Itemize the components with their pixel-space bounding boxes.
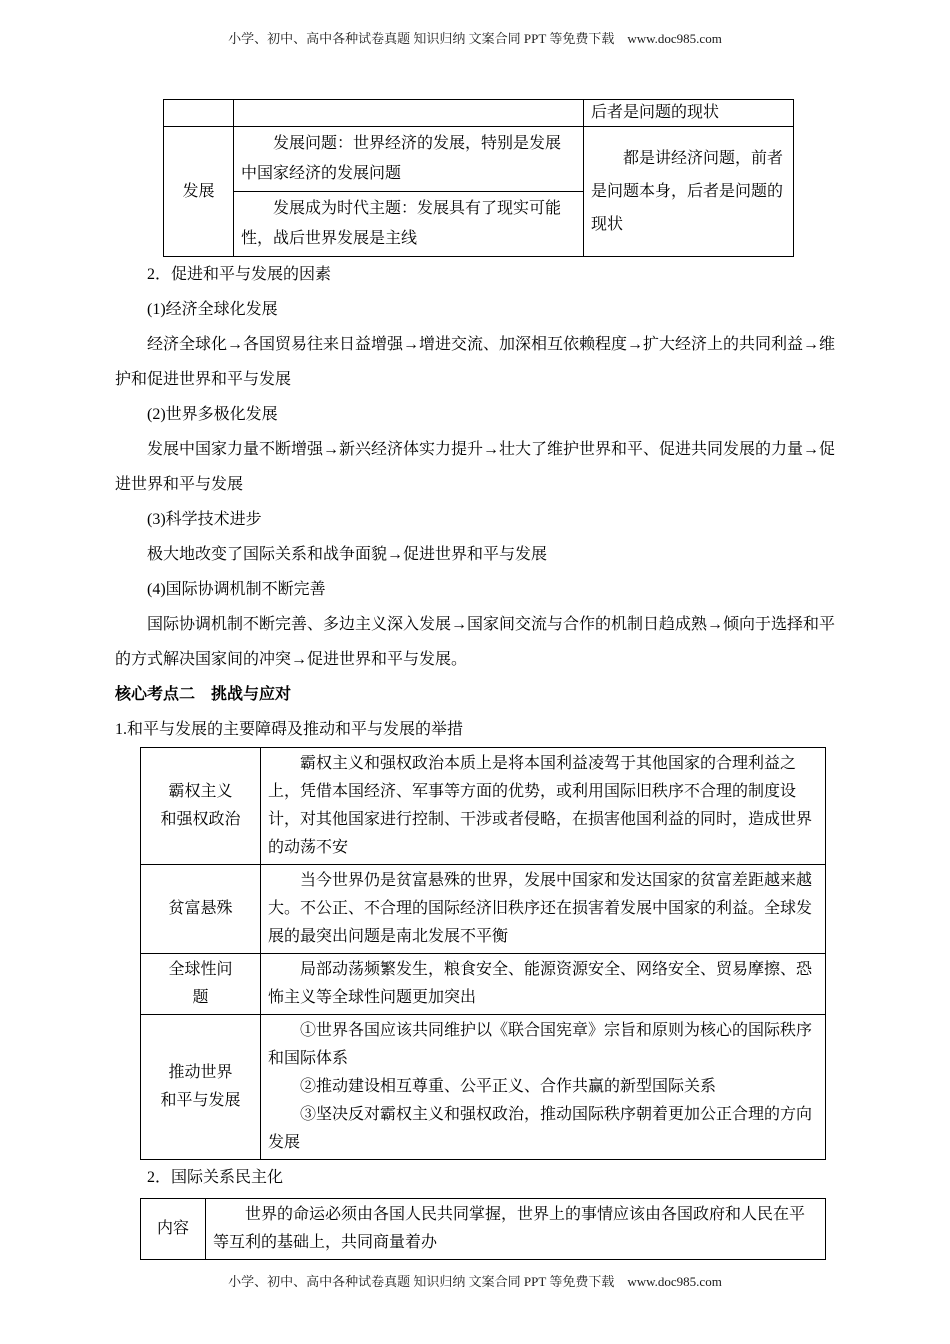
row-label-content: 内容 <box>141 1199 206 1260</box>
carryover-cell <box>584 100 794 127</box>
table-row-promote-peace <box>141 1015 826 1160</box>
development-theme-text: 发展成为时代主题：发展具有了现实可能性，战后世界发展是主线 <box>241 200 562 247</box>
factor-title-3: (3)科学技术进步 <box>147 511 262 528</box>
page-header: 小学、初中、高中各种试卷真题 知识归纳 文案合同 PPT 等免费下载 www.doc985.com <box>228 31 722 46</box>
row-content-promote-peace <box>261 1015 826 1160</box>
row-paragraph: 当今世界仍是贫富悬殊的世界，发展中国家和发达国家的贫富差距越来越大。不公正、不合理的国际经济旧秩序还在损害着发展中国家的利益。全球发展的最突出问题是南北发展不平衡 <box>268 872 813 945</box>
row-content-democracy <box>206 1199 826 1260</box>
challenges-table <box>140 747 826 1160</box>
row-label-hegemony <box>141 748 261 865</box>
core-point-two-heading: 核心考点二 挑战与应对 <box>115 686 292 703</box>
factor-title-2: (2)世界多极化发展 <box>147 406 278 423</box>
empty-cell <box>234 100 584 127</box>
factor-body-3: 极大地改变了国际关系和战争面貌→促进世界和平与发展 <box>147 546 548 563</box>
row-label-global-issues <box>141 954 261 1015</box>
table-row-wealth-gap <box>141 865 826 954</box>
row-label-line: 和强权政治 <box>160 811 241 828</box>
development-table <box>163 99 794 257</box>
democratization-table <box>140 1198 826 1260</box>
factor-title-4: (4)国际协调机制不断完善 <box>147 581 326 598</box>
factor-body-1: 经济全球化→各国贸易往来日益增强→增进交流、加深相互依赖程度→扩大经济上的共同利益→维护和促进世界和平与发展 <box>115 336 836 388</box>
row-paragraph: ③坚决反对霸权主义和强权政治，推动国际秩序朝着更加公正合理的方向发展 <box>268 1106 813 1151</box>
row-label-development: 发展 <box>164 127 234 257</box>
factor-body-2: 发展中国家力量不断增强→新兴经济体实力提升→壮大了维护世界和平、促进共同发展的力量→促进世界和平与发展 <box>115 441 836 493</box>
row-label-line: 全球性问 <box>168 961 233 978</box>
document-content <box>0 99 950 1260</box>
row-paragraph: 局部动荡频繁发生，粮食安全、能源资源安全、网络安全、贸易摩擦、恐怖主义等全球性问题更加突出 <box>268 961 813 1006</box>
row-paragraph: 霸权主义和强权政治本质上是将本国利益凌驾于其他国家的合理利益之上，凭借本国经济、军事等方面的优势，或利用国际旧秩序不合理的制度设计，对其他国家进行控制、干涉或者侵略，在损害他国利益的同时，造成世界的动荡不安 <box>268 755 813 856</box>
core-point-two-intro: 1.和平与发展的主要障碍及推动和平与发展的举措 <box>115 721 464 738</box>
carryover-text: 后者是问题的现状 <box>591 104 720 121</box>
row-content-hegemony <box>261 748 826 865</box>
table-row-development <box>164 127 794 192</box>
table-row-global-issues <box>141 954 826 1015</box>
row-label-line: 霸权主义 <box>168 783 233 800</box>
development-problem-cell <box>234 127 584 192</box>
comparison-note-cell <box>584 127 794 257</box>
row-label-line: 贫富悬殊 <box>168 900 233 917</box>
row-content-wealth-gap <box>261 865 826 954</box>
table-row-hegemony <box>141 748 826 865</box>
comparison-note-text: 都是讲经济问题，前者是问题本身，后者是问题的现状 <box>591 150 784 233</box>
row-label-line: 推动世界 <box>168 1064 233 1081</box>
table-row-content <box>141 1199 826 1260</box>
table-row-carryover <box>164 100 794 127</box>
factor-body-4: 国际协调机制不断完善、多边主义深入发展→国家间交流与合作的机制日趋成熟→倾向于选择和平的方式解决国家间的冲突→促进世界和平与发展。 <box>115 616 836 668</box>
factor-title-1: (1)经济全球化发展 <box>147 301 278 318</box>
development-problem-text: 发展问题：世界经济的发展，特别是发展中国家经济的发展问题 <box>241 135 562 182</box>
row-paragraph: 世界的命运必须由各国人民共同掌握，世界上的事情应该由各国政府和人民在平等互利的基础上，共同商量着办 <box>213 1206 806 1251</box>
factors-heading: 2．促进和平与发展的因素 <box>147 266 332 283</box>
row-label-line: 和平与发展 <box>160 1092 241 1109</box>
row-paragraph: ②推动建设相互尊重、公平正义、合作共赢的新型国际关系 <box>300 1078 717 1095</box>
development-theme-cell <box>234 192 584 257</box>
row-label-promote-peace <box>141 1015 261 1160</box>
row-label-line: 题 <box>192 989 209 1006</box>
row-content-global-issues <box>261 954 826 1015</box>
row-paragraph: ①世界各国应该共同维护以《联合国宪章》宗旨和原则为核心的国际秩序和国际体系 <box>268 1022 813 1067</box>
row-label-wealth-gap <box>141 865 261 954</box>
democracy-heading: 2．国际关系民主化 <box>147 1169 284 1186</box>
empty-cell <box>164 100 234 127</box>
page-footer: 小学、初中、高中各种试卷真题 知识归纳 文案合同 PPT 等免费下载 www.doc985.com <box>228 1274 722 1289</box>
